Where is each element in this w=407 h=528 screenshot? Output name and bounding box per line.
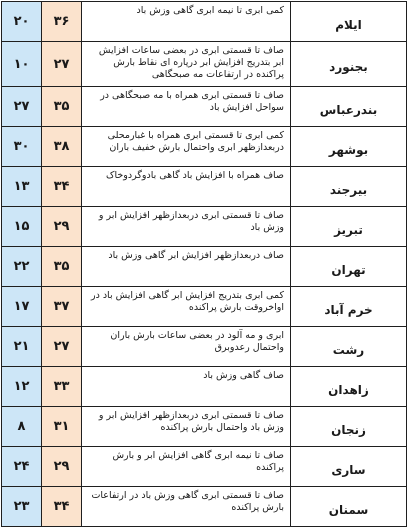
forecast-description: کمی ابری تا قسمتی ابری همراه با غبارمحلی دربعدازظهر ابری واحتمال بارش خفیف باران — [82, 127, 291, 167]
forecast-description: صاف تا نیمه ابری گاهی افزایش ابر و بارش پراکنده — [82, 447, 291, 487]
city-name: رشت — [291, 327, 407, 367]
forecast-description: کمی ابری تا نیمه ابری گاهی وزش باد — [82, 2, 291, 42]
min-temp-cell: ۸ — [2, 407, 42, 447]
max-temp-cell: ۲۹ — [42, 207, 82, 247]
city-name: بوشهر — [291, 127, 407, 167]
min-temp-cell: ۱۷ — [2, 287, 42, 327]
min-temp-cell: ۲۱ — [2, 327, 42, 367]
min-temp-cell: ۳۰ — [2, 127, 42, 167]
min-temp-cell: ۲۷ — [2, 87, 42, 127]
forecast-description: صاف گاهی وزش باد — [82, 367, 291, 407]
max-temp-cell: ۲۷ — [42, 327, 82, 367]
min-temp-cell: ۱۰ — [2, 42, 42, 87]
forecast-description: صاف تا قسمتی ابری همراه با مه صبحگاهی در سواحل افزایش باد — [82, 87, 291, 127]
table-row — [2, 167, 407, 207]
forecast-description: صاف تا قسمتی ابری گاهی وزش باد در ارتفاعات بارش پراکنده — [82, 487, 291, 527]
table-row — [2, 287, 407, 327]
max-temp-cell: ۳۴ — [42, 167, 82, 207]
max-temp-cell: ۳۱ — [42, 407, 82, 447]
city-name: ایلام — [291, 2, 407, 42]
city-name: تهران — [291, 247, 407, 287]
table-row — [2, 42, 407, 87]
forecast-description: صاف تا قسمتی ابری دربعدازظهر افزایش ابر و وزش باد واحتمال بارش پراکنده — [82, 407, 291, 447]
city-name: زنجان — [291, 407, 407, 447]
max-temp-cell: ۳۷ — [42, 287, 82, 327]
min-temp-cell: ۲۴ — [2, 447, 42, 487]
max-temp-cell: ۳۸ — [42, 127, 82, 167]
city-name: ساری — [291, 447, 407, 487]
city-name: بندرعباس — [291, 87, 407, 127]
max-temp-cell: ۲۹ — [42, 447, 82, 487]
table-row — [2, 247, 407, 287]
forecast-description: کمی ابری بتدریج افزایش ابر گاهی افزایش باد در اواخروقت بارش پراکنده — [82, 287, 291, 327]
max-temp-cell: ۲۷ — [42, 42, 82, 87]
forecast-description: ابری و مه آلود در بعضی ساعات بارش باران واحتمال رعدوبرق — [82, 327, 291, 367]
table-row — [2, 127, 407, 167]
forecast-description: صاف دربعدازظهر افزایش ابر گاهی وزش باد — [82, 247, 291, 287]
max-temp-cell: ۳۴ — [42, 487, 82, 527]
city-name: زاهدان — [291, 367, 407, 407]
min-temp-cell: ۲۳ — [2, 487, 42, 527]
max-temp-cell: ۳۳ — [42, 367, 82, 407]
table-row — [2, 327, 407, 367]
forecast-description: صاف تا قسمتی ابری دربعدازظهر افزایش ابر و وزش باد — [82, 207, 291, 247]
table-row — [2, 407, 407, 447]
city-name: بجنورد — [291, 42, 407, 87]
min-temp-cell: ۱۵ — [2, 207, 42, 247]
table-row — [2, 207, 407, 247]
max-temp-cell: ۳۶ — [42, 2, 82, 42]
city-name: تبریز — [291, 207, 407, 247]
min-temp-cell: ۲۰ — [2, 2, 42, 42]
min-temp-cell: ۲۲ — [2, 247, 42, 287]
max-temp-cell: ۳۵ — [42, 87, 82, 127]
min-temp-cell: ۱۳ — [2, 167, 42, 207]
city-name: خرم آباد — [291, 287, 407, 327]
table-row — [2, 447, 407, 487]
table-row — [2, 367, 407, 407]
city-name: سمنان — [291, 487, 407, 527]
min-temp-cell: ۱۲ — [2, 367, 42, 407]
forecast-description: صاف تا قسمتی ابری در بعضی ساعات افزایش ابر بتدریج افزایش ابر درپاره ای نقاط بارش پراکنده در ارتفاعات مه صبحگاهی — [82, 42, 291, 87]
weather-forecast-table — [1, 1, 407, 527]
table-row — [2, 2, 407, 42]
max-temp-cell: ۳۵ — [42, 247, 82, 287]
table-row — [2, 87, 407, 127]
table-row — [2, 487, 407, 527]
city-name: بیرجند — [291, 167, 407, 207]
forecast-description: صاف همراه با افزایش باد گاهی بادوگردوخاک — [82, 167, 291, 207]
